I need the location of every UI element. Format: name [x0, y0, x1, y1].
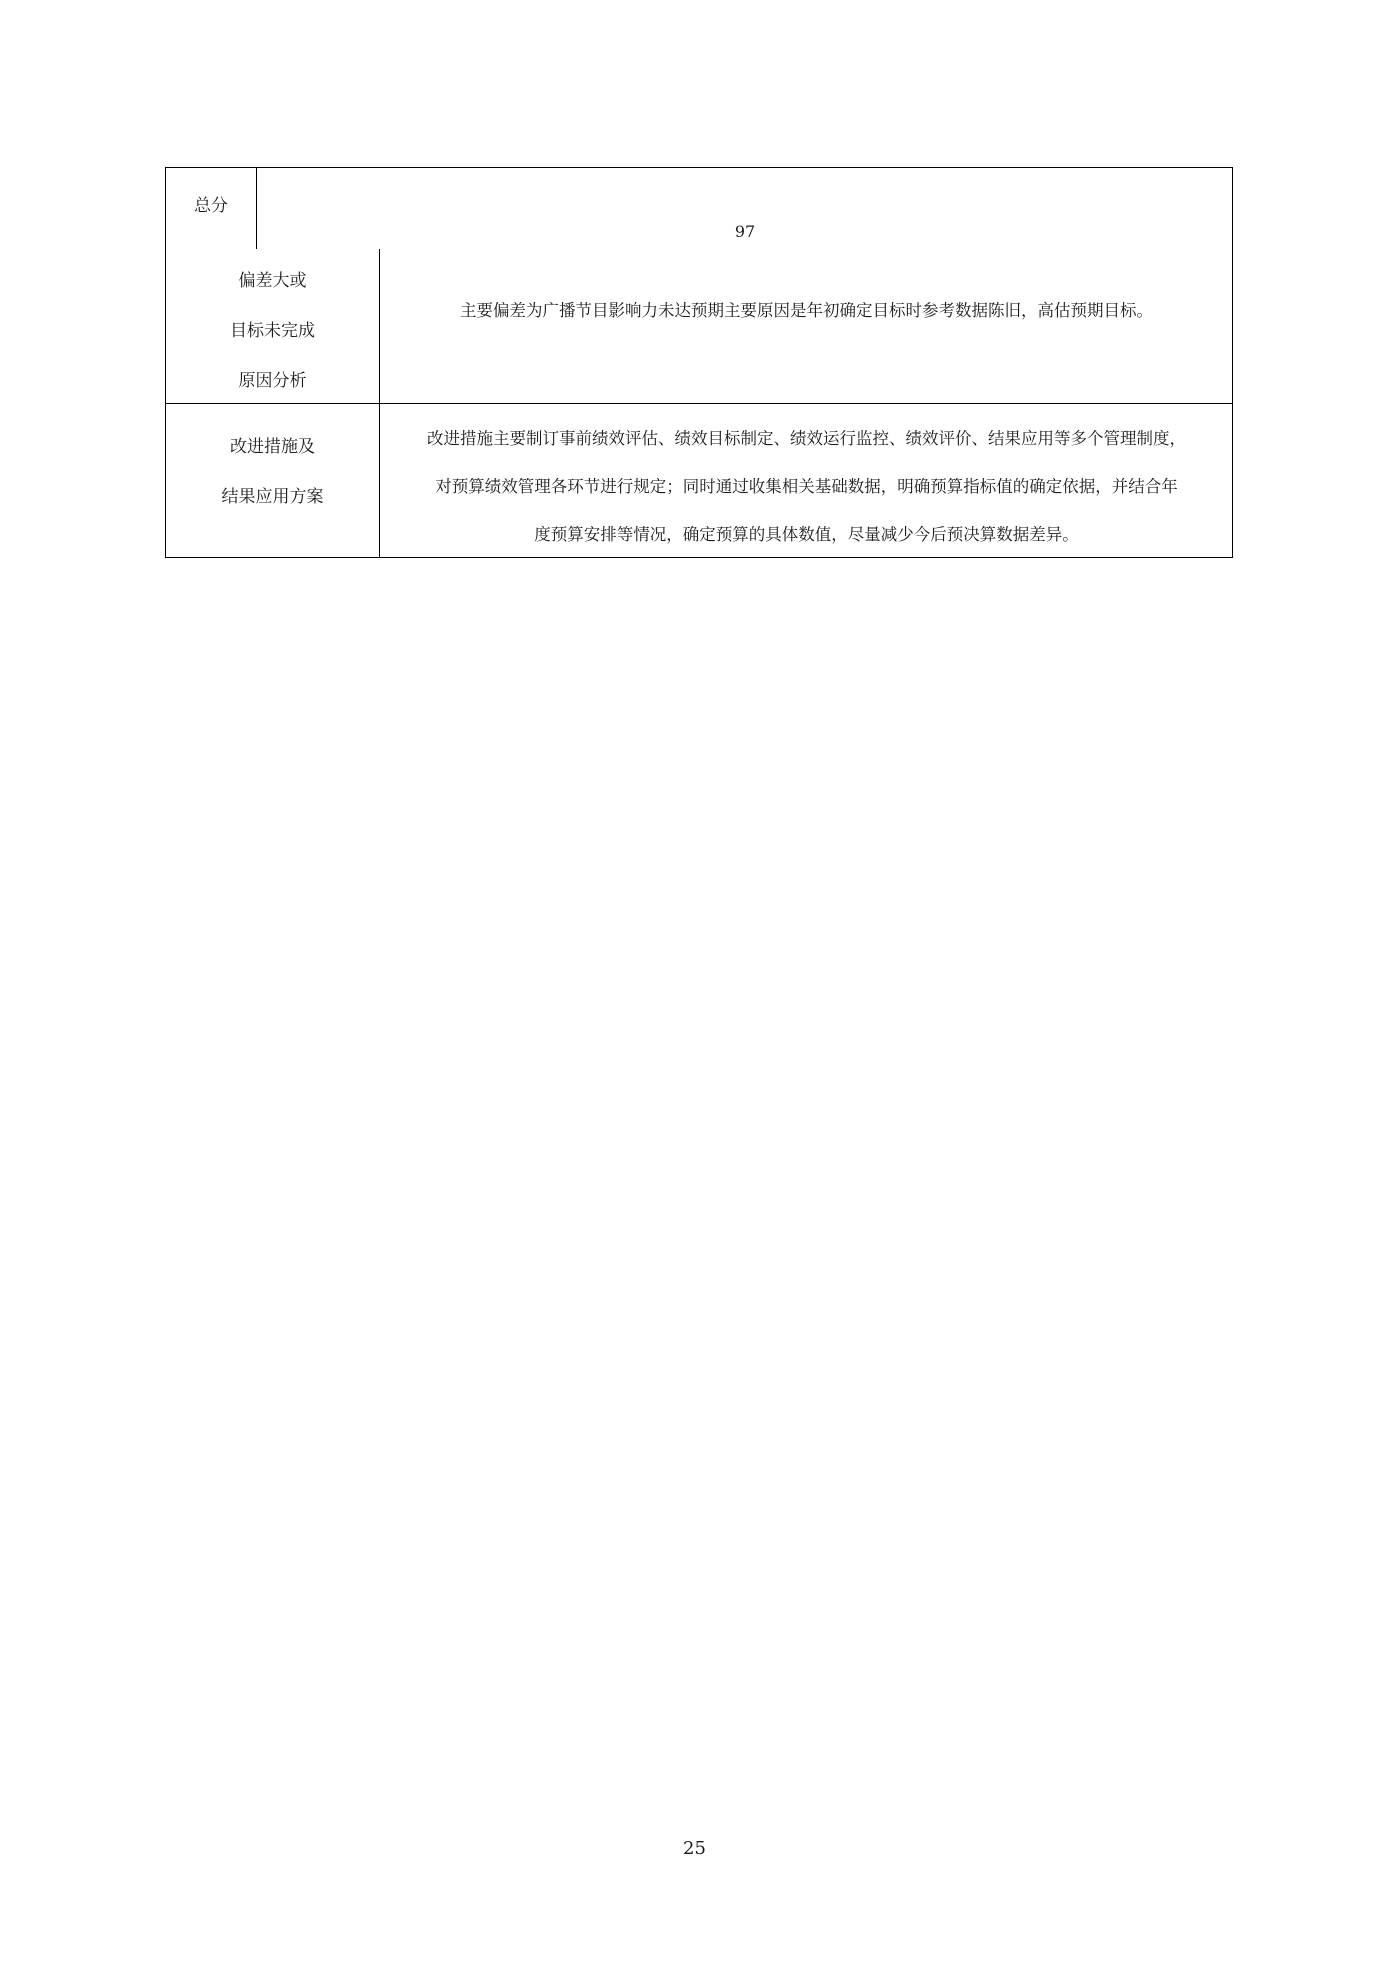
total-score-label: 总分	[194, 196, 228, 216]
deviation-label-line: 偏差大或	[238, 271, 307, 291]
column-divider	[256, 168, 257, 249]
improvement-text-line: 对预算绩效管理各环节进行规定；同时通过收集相关基础数据，明确预算指标值的确定依据，并结合年	[435, 477, 1178, 496]
improvement-plan-label	[166, 439, 379, 539]
total-score-value: 97	[734, 222, 756, 241]
total-score-row	[165, 167, 1233, 250]
deviation-label-line: 原因分析	[238, 371, 307, 391]
deviation-analysis-label	[166, 273, 379, 423]
improvement-text-line: 度预算安排等情况，确定预算的具体数值，尽量减少今后预决算数据差异。	[534, 525, 1079, 544]
analysis-table	[165, 249, 1233, 558]
improvement-label-line: 结果应用方案	[221, 487, 324, 507]
deviation-label-line: 目标未完成	[230, 321, 315, 341]
deviation-analysis-text: 主要偏差为广播节目影响力未达预期主要原因是年初确定目标时参考数据陈旧，高估预期目标。	[460, 301, 1153, 320]
improvement-label-line: 改进措施及	[230, 437, 315, 457]
page-number: 25	[683, 1838, 706, 1859]
improvement-text-line: 改进措施主要制订事前绩效评估、绩效目标制定、绩效运行监控、绩效评价、结果应用等多个管理制度，	[427, 429, 1186, 448]
improvement-plan-text	[381, 431, 1232, 575]
